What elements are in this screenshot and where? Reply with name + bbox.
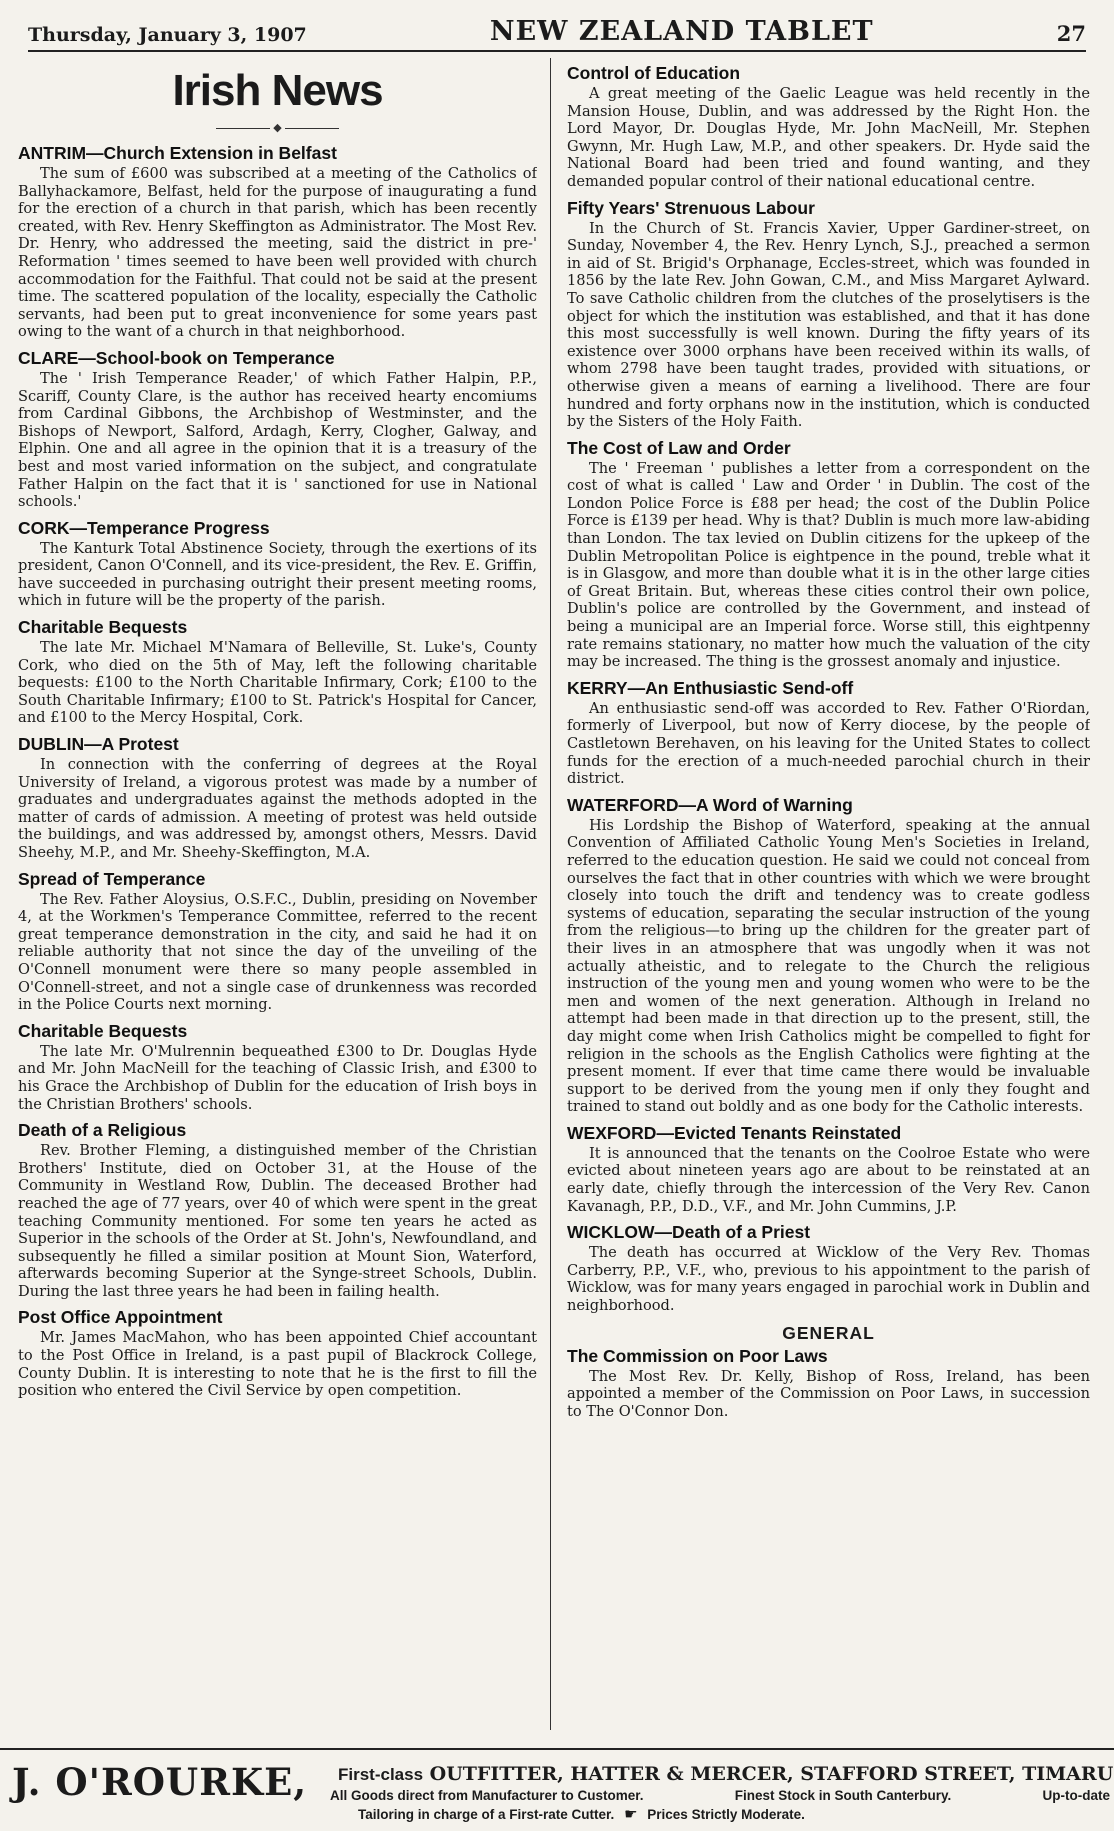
article-wicklow — [567, 1221, 1090, 1314]
ad-line-1 — [338, 1762, 1114, 1787]
advertiser-name: J. O'ROURKE, — [12, 1760, 308, 1804]
article-body: The late Mr. Michael M'Namara of Belleville, St. Luke's, County Cork, who died on the 5th of May, left the following charitable bequests: £100 to the North Charitable Infirmary, Cork; £100 to the South Charitable Infirmary; £100 to St. Patrick's Hospital for Cancer, and £100 to the Mercy Hospital, Cork. — [18, 639, 537, 727]
article-dublin-protest — [18, 733, 537, 862]
article-heading: Post Office Appointment — [18, 1307, 223, 1328]
article-heading: The Cost of Law and Order — [567, 437, 791, 458]
article-heading: DUBLIN—A Protest — [18, 734, 179, 755]
article-wexford — [567, 1122, 1090, 1215]
article-heading: CORK—Temperance Progress — [18, 517, 270, 538]
article-body: The death has occurred at Wicklow of the Very Rev. Thomas Carberry, P.P., V.F., who, previous to his appointment to the parish of Wicklow, was for many years engaged in parochial work in Dublin and neighborhood. — [567, 1244, 1090, 1315]
ad-tailoring: Tailoring in charge of a First-rate Cutter. — [358, 1807, 615, 1822]
left-column — [18, 62, 537, 1742]
article-control-of-education — [567, 62, 1090, 191]
article-clare — [18, 347, 537, 511]
article-heading: ANTRIM—Church Extension in Belfast — [18, 143, 337, 163]
section-title: Irish News — [172, 66, 383, 115]
masthead-title: NEW ZEALAND TABLET — [489, 16, 874, 47]
article-heading: Death of a Religious — [18, 1120, 187, 1141]
article-body: Rev. Brother Fleming, a distinguished member of the Christian Brothers' Institute, died on October 31, at the House of the Community in Westland Row, Dublin. The deceased Brother had reached the age of 77 years, over 40 of which were spent in the great teaching Community mentioned. For some ten years he acted as Superior in the schools of the Order at St. John's, Newfoundland, and subsequently he filled a similar position at Mount Sion, Waterford, afterwards becoming Superior at the Synge-street Schools, Dublin. During the last three years he had been in failing health. — [18, 1142, 537, 1300]
article-body: An enthusiastic send-off was accorded to Rev. Father O'Riordan, formerly of Liverpool, but now of Kerry diocese, by the people of Castletown Berehaven, on his leaving for the United States to collect funds for the erection of a much-needed parochial church in their district. — [567, 699, 1090, 788]
article-body: It is announced that the tenants on the Coolroe Estate who were evicted about nineteen years ago are about to be reinstated at an early date, chiefly through the intercession of the Very Rev. Canon Kavanagh, P.P., D.D., V.F., and Mr. John Cummins, J.P. — [567, 1144, 1090, 1215]
article-heading: Spread of Temperance — [18, 868, 206, 889]
article-waterford — [567, 794, 1090, 1116]
title-ornament: ◆ — [18, 120, 537, 136]
article-body: In connection with the conferring of degrees at the Royal University of Ireland, a vigorous protest was made by a number of graduates and undergraduates against the methods adopted in the matter of cards of admission. A meeting of protest was held outside the buildings, and was addressed by, amongst others, Messrs. David Sheehy, M.P., and Mr. Sheehy-Skeffington, M.A. — [18, 756, 537, 861]
page-number: 27 — [1056, 21, 1086, 46]
article-heading: WICKLOW—Death of a Priest — [567, 1222, 811, 1243]
general-section-label: GENERAL — [782, 1322, 875, 1343]
article-heading: Charitable Bequests — [18, 617, 188, 638]
column-divider — [550, 58, 551, 1730]
article-death-of-a-religious — [18, 1119, 537, 1300]
ad-line-3 — [358, 1806, 1058, 1824]
footer-advertisement — [0, 1748, 1114, 1831]
article-cost-of-law-and-order — [567, 437, 1090, 671]
ad-finest-stock: Finest Stock in South Canterbury. — [734, 1788, 952, 1803]
article-heading: The Commission on Poor Laws — [567, 1345, 828, 1366]
article-commission-on-poor-laws — [567, 1345, 1090, 1421]
article-charitable-bequests-dublin — [18, 1020, 537, 1113]
article-body: The Kanturk Total Abstinence Society, through the exertions of its president, Canon O'Connell, and its vice-president, the Rev. E. Griffin, have succeeded in purchasing outright their present meeting rooms, which in future will be the property of the parish. — [18, 539, 537, 610]
article-body: The sum of £600 was subscribed at a meeting of the Catholics of Ballyhackamore, Belfast, held for the purpose of inaugurating a fund for the erection of a church in that parish, which has been recently created, with Rev. Henry Skeffington as Administrator. The Most Rev. Dr. Henry, who addressed the meeting, said the district in pre-' Reformation ' times seemed to have been well provided with church accommodation for the Faithful. That could not be said at the present time. The scattered population of the locality, especially the Catholic servants, had been put to great inconvenience for some years past owing to the want of a church in that neighborhood. — [18, 165, 537, 341]
ad-up-to-date: Up-to-date — [1042, 1788, 1110, 1803]
ad-direct-goods: All Goods direct from Manufacturer to Customer. — [330, 1788, 644, 1803]
ad-prices: Prices Strictly Moderate. — [647, 1807, 805, 1822]
article-body: The Most Rev. Dr. Kelly, Bishop of Ross, Ireland, has been appointed a member of the Commission on Poor Laws, in succession to The O'Connor Don. — [567, 1367, 1090, 1420]
ad-first-class: First-class — [338, 1765, 424, 1784]
article-body: The Rev. Father Aloysius, O.S.F.C., Dublin, presiding on November 4, at the Workmen's Temperance Committee, referred to the recent great temperance demonstration in the city, and said he had it on reliable authority that not since the day of the unveiling of the O'Connell monument were there so many people assembled in O'Connell-street, and not a single case of drunkenness was recorded in the Police Courts next morning. — [18, 890, 537, 1014]
article-body: A great meeting of the Gaelic League was held recently in the Mansion House, Dublin, and was addressed by the Right Hon. the Lord Mayor, Dr. Douglas Hyde, Mr. John MacNeill, Mr. Stephen Gwynn, Mr. Hugh Law, M.P., and other speakers. Dr. Hyde said the National Board had been tried and found wanting, and they demanded popular control of their national educational centre. — [567, 85, 1090, 190]
article-body: His Lordship the Bishop of Waterford, speaking at the annual Convention of Affiliated Catholic Young Men's Societies in Ireland, referred to the education question. He said we could not conceal from ourselves the fact that in other countries with which we were brought closely into touch the drift and tendency was to create godless systems of education, separating the secular instruction of the young from the religious—to bring up the children for the greater part of their lives in an atmosphere that was ungodly when it was not actually atheistic, and to relegate to the Church the religious instruction of the young men and young women who were to be the men and women of the next generation. Although in Ireland no attempt had been made in that direction up to the present, still, the day might come when Irish Catholics might be compelled to fight for religion in the schools as the English Catholics were fighting at the present moment. If ever that time came there would be invaluable support to be derived from the young men if only they fought and trained to stand out boldly and as one body for the Catholic interests. — [567, 816, 1090, 1116]
article-heading: Fifty Years' Strenuous Labour — [567, 197, 815, 218]
ad-trade-address: OUTFITTER, HATTER & MERCER, STAFFORD STREET, TIMARU — [429, 1763, 1114, 1785]
article-heading: Control of Education — [567, 63, 741, 83]
article-heading: KERRY—An Enthusiastic Send-off — [567, 677, 854, 698]
right-column — [567, 62, 1090, 1742]
article-fifty-years — [567, 197, 1090, 431]
issue-date: Thursday, January 3, 1907 — [28, 24, 307, 46]
page-header — [28, 10, 1086, 52]
article-heading: Charitable Bequests — [18, 1020, 188, 1041]
article-body: In the Church of St. Francis Xavier, Upper Gardiner-street, on Sunday, November 4, the Rev. Henry Lynch, S.J., preached a sermon in aid of St. Brigid's Orphanage, Eccles-street, which was founded in 1856 by the late Rev. John Gowan, C.M., and Miss Margaret Aylward. To save Catholic children from the clutches of the proselytisers is the object for which the institution was established, and that it has done this most successfully is well known. During the fifty years of its existence over 3000 orphans have been received within its walls, of whom 2798 have been taught trades, provided with situations, or otherwise given a means of earning a livelihood. There are four hundred and forty orphans now in the institution, which is conducted by the Sisters of the Holy Faith. — [567, 219, 1090, 431]
article-body: Mr. James MacMahon, who has been appointed Chief accountant to the Post Office in Ireland, is a past pupil of Blackrock College, County Dublin. It is interesting to note that he is the first to fill the position who entered the Civil Service by open competition. — [18, 1329, 537, 1400]
pointing-hand-icon: ☛ — [624, 1806, 638, 1823]
ad-line-2 — [330, 1787, 1110, 1805]
article-body: The late Mr. O'Mulrennin bequeathed £300 to Dr. Douglas Hyde and Mr. John MacNeill for the teaching of Classic Irish, and £300 to his Grace the Archbishop of Dublin for the education of Irish boys in the Christian Brothers' schools. — [18, 1042, 537, 1113]
article-antrim — [18, 142, 537, 341]
article-spread-of-temperance — [18, 868, 537, 1014]
article-kerry — [567, 677, 1090, 788]
article-body: The ' Freeman ' publishes a letter from a correspondent on the cost of what is called ' Law and Order ' in Dublin. The cost of the London Police Force is £88 per head; the cost of the Dublin Police Force is £139 per head. Why is that? Dublin is much more law-abiding than London. The tax levied on Dublin citizens for the upkeep of the Dublin Metropolitan Police is eightpence in the pound, treble what it is in Glasgow, and more than double what it is in the other large cities of Great Britain. But, whereas these cities control their own police, Dublin's police are controlled by the Government, and instead of being a municipal are an Imperial force. Worse still, this eightpenny rate remains stationary, no matter how much the valuation of the city may be increased. The thing is the grossest anomaly and injustice. — [567, 459, 1090, 671]
article-heading: WEXFORD—Evicted Tenants Reinstated — [567, 1122, 902, 1143]
article-charitable-bequests-cork — [18, 616, 537, 727]
article-body: The ' Irish Temperance Reader,' of which Father Halpin, P.P., Scariff, County Clare, is the author has received hearty encomiums from Cardinal Gibbons, the Archbishop of Westminster, and the Bishops of Newport, Salford, Ardagh, Kerry, Clogher, Galway, and Elphin. One and all agree in the opinion that it is a treasury of the best and most varied information on the subject, and congratulate Father Halpin on the fact that it is ' sanctioned for use in National schools.' — [18, 369, 537, 511]
article-cork — [18, 517, 537, 610]
article-post-office-appointment — [18, 1306, 537, 1399]
article-heading: CLARE—School-book on Temperance — [18, 347, 335, 368]
article-heading: WATERFORD—A Word of Warning — [567, 794, 853, 815]
